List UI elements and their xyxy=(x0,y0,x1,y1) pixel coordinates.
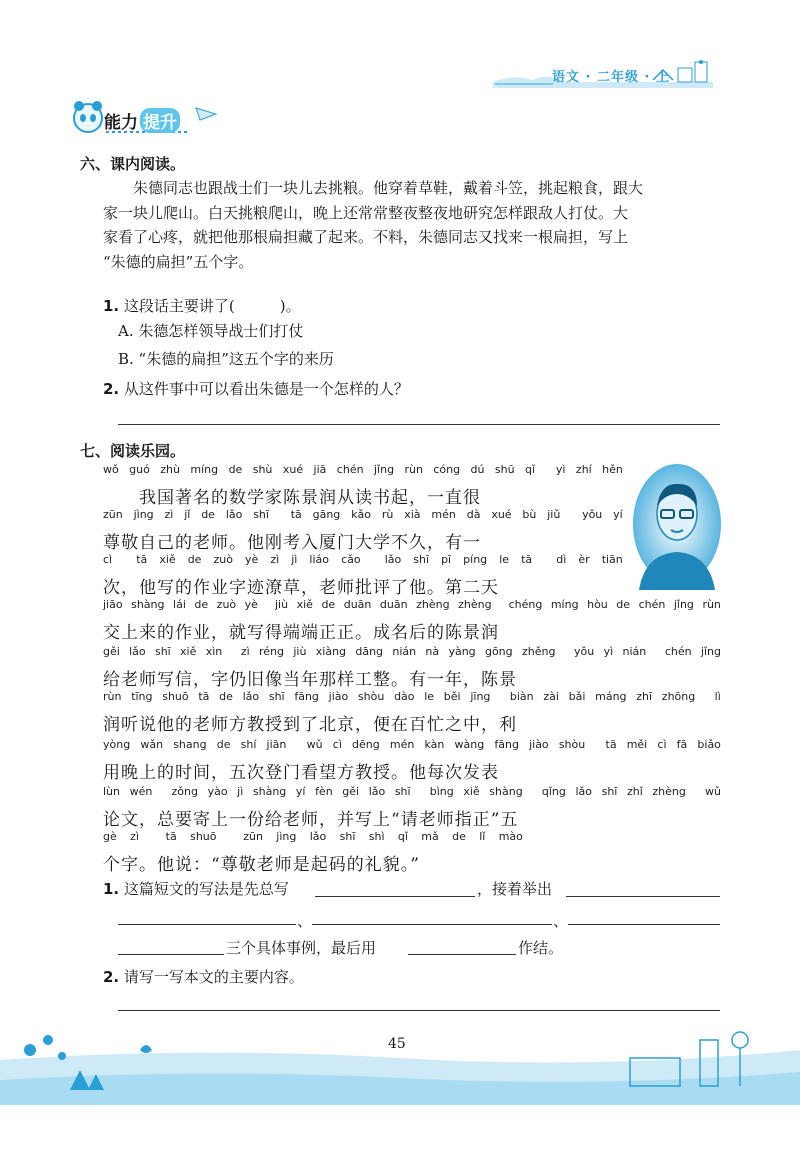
pinyin-syllable: chén xyxy=(664,645,692,658)
pinyin-row xyxy=(103,463,623,508)
pinyin-syllable: nián xyxy=(622,645,647,658)
pinyin-syllable: lì xyxy=(714,690,721,703)
pinyin-syllable: jiā xyxy=(313,463,327,476)
pinyin-syllable: mén xyxy=(389,738,415,751)
pinyin-syllable: rùn xyxy=(404,463,423,476)
page-number: 45 xyxy=(388,1036,406,1052)
answer-blank[interactable] xyxy=(568,924,720,925)
pinyin-syllable: dà xyxy=(466,508,481,521)
pinyin-syllable: yí xyxy=(295,785,306,798)
pinyin-syllable: lǎo xyxy=(384,553,402,566)
pinyin-syllable: tā xyxy=(521,553,533,566)
separator: 、 xyxy=(553,912,569,930)
pinyin-syllable: tā xyxy=(136,553,148,566)
pinyin-syllable: cóng xyxy=(433,463,461,476)
pinyin-syllable: shàng xyxy=(252,785,287,798)
pinyin-syllable: biàn xyxy=(509,690,534,703)
pinyin-row xyxy=(103,738,721,783)
pinyin-syllable: de xyxy=(201,508,215,521)
pinyin-line xyxy=(103,598,721,613)
separator: 、 xyxy=(297,912,313,930)
pinyin-syllable: zhī xyxy=(636,690,653,703)
pinyin-syllable: rùn xyxy=(103,690,122,703)
badge-highlight: 提升 xyxy=(140,108,180,133)
pinyin-syllable: chén xyxy=(336,463,364,476)
pinyin-syllable: réng xyxy=(259,645,285,658)
pinyin-syllable: wàng xyxy=(454,738,485,751)
footer-decoration xyxy=(0,1010,800,1105)
pinyin-syllable: yì xyxy=(555,463,566,476)
passage-line: “朱德的扁担”五个字。 xyxy=(103,252,254,271)
pinyin-syllable: le xyxy=(424,690,435,703)
pinyin-syllable: shū xyxy=(494,463,515,476)
subject-grade-label: 语文 · 二年级 · 上 xyxy=(552,70,670,85)
pinyin-syllable: shàng xyxy=(131,598,165,611)
pinyin-syllable: shí xyxy=(240,738,257,751)
pinyin-syllable: wǔ xyxy=(705,785,721,798)
pinyin-syllable: de xyxy=(187,553,202,566)
question-text-cont: 三个具体事例，最后用 xyxy=(226,939,377,957)
pinyin-syllable: shī xyxy=(601,785,618,798)
pinyin-row xyxy=(103,553,623,598)
question-number: 1. xyxy=(103,880,120,898)
pinyin-syllable: duān xyxy=(343,598,372,611)
option-b[interactable]: B. “朱德的扁担”这五个字的来历 xyxy=(118,350,334,368)
pinyin-syllable: shī xyxy=(339,830,356,843)
pinyin-syllable: tā xyxy=(198,690,210,703)
answer-blank[interactable] xyxy=(315,896,475,897)
pinyin-syllable: xiě xyxy=(463,785,480,798)
pinyin-syllable: lǎo xyxy=(242,690,260,703)
pinyin-syllable: guó xyxy=(129,463,150,476)
hanzi-line: 个字。他说：“尊敬老师是起码的礼貌。” xyxy=(103,855,420,875)
pinyin-syllable: shī xyxy=(154,645,171,658)
answer-blank[interactable] xyxy=(408,954,516,955)
pinyin-line xyxy=(103,553,623,568)
hanzi-line: 次，他写的作业字迹潦草，老师批评了他。第二天 xyxy=(103,578,499,598)
pinyin-syllable: shù xyxy=(252,463,273,476)
question-text: 这段话主要讲了( )。 xyxy=(123,297,301,315)
pinyin-syllable: dú xyxy=(470,463,485,476)
pinyin-syllable: shang xyxy=(173,738,207,751)
pinyin-syllable: shī xyxy=(394,785,411,798)
pinyin-syllable: píng xyxy=(463,553,488,566)
pinyin-syllable: lùn xyxy=(103,785,120,798)
pinyin-syllable: fāng xyxy=(494,738,519,751)
pinyin-syllable: zūn xyxy=(103,508,123,521)
pinyin-syllable: dào xyxy=(394,690,415,703)
pinyin-syllable: yè xyxy=(244,598,258,611)
pinyin-syllable: xiàng xyxy=(315,645,347,658)
section6-q1 xyxy=(103,295,301,316)
answer-line[interactable] xyxy=(118,424,720,425)
pinyin-syllable: tā xyxy=(290,508,302,521)
pinyin-syllable: fā xyxy=(676,738,688,751)
answer-blank[interactable] xyxy=(118,924,296,925)
pinyin-syllable: qǐng xyxy=(541,785,566,798)
pinyin-syllable: liáo xyxy=(309,553,330,566)
pinyin-syllable: zì xyxy=(240,645,250,658)
pinyin-syllable: jǐ xyxy=(184,508,191,521)
pinyin-syllable: lǎo xyxy=(575,785,593,798)
pinyin-syllable: jīng xyxy=(470,690,491,703)
hanzi-line: 尊敬自己的老师。他刚考入厦门大学不久，有一 xyxy=(103,533,481,553)
hanzi-line: 我国著名的数学家陈景润从读书起，一直很 xyxy=(103,488,481,508)
pinyin-row xyxy=(103,645,721,690)
pinyin-syllable: nián xyxy=(392,645,417,658)
pinyin-syllable: jiào xyxy=(529,738,549,751)
pinyin-syllable: duān xyxy=(379,598,408,611)
pinyin-syllable: de xyxy=(219,690,233,703)
pinyin-syllable: máng xyxy=(595,690,627,703)
pinyin-syllable: de xyxy=(616,598,631,611)
pinyin-syllable: xià xyxy=(404,508,421,521)
section7-q2 xyxy=(103,966,304,987)
option-a[interactable]: A. 朱德怎样领导战士们打仗 xyxy=(118,322,304,340)
pinyin-line xyxy=(103,690,721,705)
pinyin-syllable: zhǐ xyxy=(626,785,643,798)
pinyin-row xyxy=(103,690,721,735)
pinyin-syllable: cǎo xyxy=(341,553,361,566)
pinyin-syllable: shuō xyxy=(190,830,217,843)
answer-blank[interactable] xyxy=(312,924,552,925)
pinyin-syllable: shī xyxy=(413,553,430,566)
pinyin-syllable: míng xyxy=(550,598,579,611)
pinyin-line xyxy=(103,785,721,800)
pinyin-syllable: tā xyxy=(165,830,177,843)
pinyin-syllable: cì xyxy=(332,738,342,751)
pinyin-syllable: jiù xyxy=(274,598,289,611)
portrait-image xyxy=(631,462,723,590)
pinyin-syllable: nà xyxy=(425,645,440,658)
pinyin-syllable: míng xyxy=(190,463,219,476)
pinyin-syllable: zhèng xyxy=(416,598,450,611)
passage-line: 家看了心疼，就把他那根扁担藏了起来。不料，朱德同志又找来一根扁担，写上 xyxy=(103,228,629,246)
pinyin-syllable: de xyxy=(194,598,209,611)
pinyin-syllable: cì xyxy=(657,738,667,751)
pinyin-syllable: lǎo xyxy=(129,645,146,658)
pinyin-line xyxy=(103,830,523,845)
pinyin-syllable: yè xyxy=(245,553,259,566)
pinyin-syllable: xiě xyxy=(180,645,197,658)
pinyin-syllable: xìn xyxy=(205,645,223,658)
pinyin-line xyxy=(103,738,721,753)
pinyin-syllable: lǎo xyxy=(309,830,327,843)
question-text-cont: 作结。 xyxy=(518,939,564,957)
passage-line: 家一块儿爬山。白天挑粮爬山，晚上还常常整夜整夜地研究怎样跟敌人打仗。大 xyxy=(103,203,629,222)
pinyin-syllable: zǒng xyxy=(171,785,198,798)
pinyin-syllable: zhōng xyxy=(661,690,696,703)
pinyin-syllable: yǒu xyxy=(574,645,595,658)
pinyin-syllable: jiù xyxy=(293,645,307,658)
pinyin-syllable: xiě xyxy=(296,598,313,611)
hanzi-line: 交上来的作业，就写得端端正正。成名后的陈景润 xyxy=(103,623,499,643)
pinyin-syllable: qǐ xyxy=(397,830,408,843)
pinyin-syllable: pī xyxy=(441,553,452,566)
section6-title: 六、课内阅读。 xyxy=(80,155,186,173)
pinyin-syllable: fèn xyxy=(315,785,333,798)
pinyin-syllable: zuò xyxy=(213,553,233,566)
pinyin-syllable: zhèng xyxy=(458,598,492,611)
pinyin-syllable: bìng xyxy=(429,785,454,798)
question-number: 1. xyxy=(103,297,120,315)
hanzi-line: 用晚上的时间，五次登门看望方教授。他每次发表 xyxy=(103,763,499,783)
pinyin-syllable: gěi xyxy=(342,785,360,798)
pinyin-syllable: dāng xyxy=(355,645,384,658)
pinyin-line xyxy=(103,645,721,660)
pinyin-syllable: jiāo xyxy=(103,598,123,611)
pinyin-syllable: gōng xyxy=(484,645,513,658)
pinyin-syllable: yì xyxy=(603,645,614,658)
pinyin-row xyxy=(103,598,721,643)
pinyin-syllable: chén xyxy=(638,598,666,611)
pinyin-syllable: zūn xyxy=(243,830,263,843)
pinyin-syllable: shòu xyxy=(357,690,385,703)
pinyin-syllable: chéng xyxy=(508,598,543,611)
question-text-cont: ，接着举出 xyxy=(477,880,553,898)
pinyin-syllable: lǎo xyxy=(225,508,243,521)
hanzi-line: 润听说他的老师方教授到了北京，便在百忙之中，利 xyxy=(103,715,517,735)
question-text: 请写一写本文的主要内容。 xyxy=(123,968,304,986)
pinyin-syllable: hòu xyxy=(587,598,608,611)
pinyin-syllable: cì xyxy=(103,553,113,566)
passage-line: 朱德同志也跟战士们一块儿去挑粮。他穿着草鞋，戴着斗笠，挑起粮食，跟大 xyxy=(133,179,644,197)
pinyin-syllable: mén xyxy=(431,508,456,521)
pinyin-syllable: tīng xyxy=(131,690,153,703)
pinyin-syllable: wǔ xyxy=(306,738,323,751)
pinyin-syllable: jìng xyxy=(276,830,297,843)
pinyin-syllable: shī xyxy=(268,690,285,703)
pinyin-syllable: shuō xyxy=(162,690,189,703)
pinyin-row xyxy=(103,785,721,830)
pinyin-syllable: qǐ xyxy=(525,463,536,476)
pinyin-syllable: jǐng xyxy=(673,598,694,611)
pinyin-syllable: zì xyxy=(130,830,139,843)
pinyin-syllable: wǒ xyxy=(103,463,119,476)
question-text: 这篇短文的写法是先总写 xyxy=(123,880,289,898)
pinyin-syllable: yàng xyxy=(448,645,476,658)
pinyin-syllable: měi xyxy=(626,738,648,751)
pinyin-syllable: lái xyxy=(173,598,186,611)
section7-title: 七、阅读乐园。 xyxy=(80,442,186,460)
pinyin-syllable: zhěng xyxy=(521,645,556,658)
badge-prefix: 能力 xyxy=(104,113,138,133)
pinyin-syllable: lǐ xyxy=(479,830,486,843)
pinyin-syllable: xiě xyxy=(159,553,176,566)
pinyin-syllable: rùn xyxy=(702,598,721,611)
pinyin-syllable: jiào xyxy=(328,690,349,703)
section6-q2 xyxy=(103,378,409,399)
pinyin-syllable: xué xyxy=(491,508,512,521)
pinyin-syllable: biǎo xyxy=(697,738,721,751)
pinyin-syllable: zì xyxy=(270,553,280,566)
pinyin-syllable: gāng xyxy=(312,508,341,521)
pinyin-syllable: gè xyxy=(103,830,117,843)
pinyin-syllable: yào xyxy=(207,785,228,798)
pinyin-syllable: fāng xyxy=(294,690,319,703)
pinyin-syllable: lǎo xyxy=(368,785,386,798)
pinyin-syllable: jì xyxy=(291,553,298,566)
pinyin-syllable: jì xyxy=(237,785,244,798)
pinyin-syllable: rù xyxy=(381,508,394,521)
pinyin-syllable: jǐng xyxy=(373,463,395,476)
pinyin-syllable: de xyxy=(216,738,231,751)
pinyin-syllable: jǐng xyxy=(700,645,721,658)
pinyin-syllable: tā xyxy=(605,738,617,751)
section6-passage xyxy=(103,176,723,274)
pinyin-syllable: běi xyxy=(443,690,461,703)
pinyin-syllable: yí xyxy=(613,508,623,521)
pinyin-syllable: hěn xyxy=(602,463,623,476)
answer-blank[interactable] xyxy=(118,954,224,955)
pinyin-syllable: èr xyxy=(578,553,590,566)
pinyin-syllable: jiǔ xyxy=(547,508,561,521)
pinyin-syllable: jiān xyxy=(266,738,287,751)
pinyin-syllable: bǎi xyxy=(568,690,586,703)
pinyin-syllable: tiān xyxy=(601,553,623,566)
answer-blank[interactable] xyxy=(566,896,720,897)
pinyin-line xyxy=(103,508,623,523)
pinyin-syllable: yòng xyxy=(103,738,131,751)
pinyin-line xyxy=(103,463,623,478)
pinyin-syllable: zài xyxy=(543,690,559,703)
pinyin-syllable: gěi xyxy=(103,645,120,658)
hanzi-line: 论文，总要寄上一份给老师，并写上“请老师指正”五 xyxy=(103,810,519,830)
pinyin-syllable: dēng xyxy=(352,738,380,751)
pinyin-syllable: zì xyxy=(164,508,174,521)
pinyin-syllable: jìng xyxy=(133,508,154,521)
pinyin-row xyxy=(103,830,523,875)
pinyin-syllable: mǎ xyxy=(421,830,439,843)
pinyin-syllable: mào xyxy=(498,830,523,843)
pinyin-syllable: bù xyxy=(522,508,537,521)
hanzi-line: 给老师写信，字仍旧像当年那样工整。有一年，陈景 xyxy=(103,670,517,690)
pinyin-syllable: shì xyxy=(368,830,385,843)
pinyin-syllable: de xyxy=(452,830,466,843)
pinyin-syllable: wén xyxy=(129,785,153,798)
pinyin-syllable: wǎn xyxy=(140,738,164,751)
pinyin-syllable: xué xyxy=(282,463,304,476)
pinyin-syllable: de xyxy=(321,598,336,611)
pinyin-syllable: de xyxy=(228,463,243,476)
pinyin-row xyxy=(103,508,623,553)
pinyin-syllable: le xyxy=(499,553,510,566)
pinyin-syllable: zhèng xyxy=(652,785,686,798)
pinyin-syllable: zuò xyxy=(216,598,237,611)
pinyin-syllable: kǎo xyxy=(351,508,371,521)
pinyin-syllable: shàng xyxy=(489,785,523,798)
pinyin-syllable: shòu xyxy=(558,738,586,751)
pinyin-syllable: kàn xyxy=(424,738,445,751)
pinyin-syllable: zhí xyxy=(575,463,592,476)
question-text: 从这件事中可以看出朱德是一个怎样的人？ xyxy=(123,380,409,398)
pinyin-syllable: zhù xyxy=(160,463,180,476)
pinyin-syllable: shī xyxy=(253,508,269,521)
question-number: 2. xyxy=(103,380,120,398)
pinyin-syllable: dì xyxy=(556,553,567,566)
question-number: 2. xyxy=(103,968,120,986)
pinyin-syllable: yǒu xyxy=(582,508,603,521)
section-badge xyxy=(104,108,180,133)
